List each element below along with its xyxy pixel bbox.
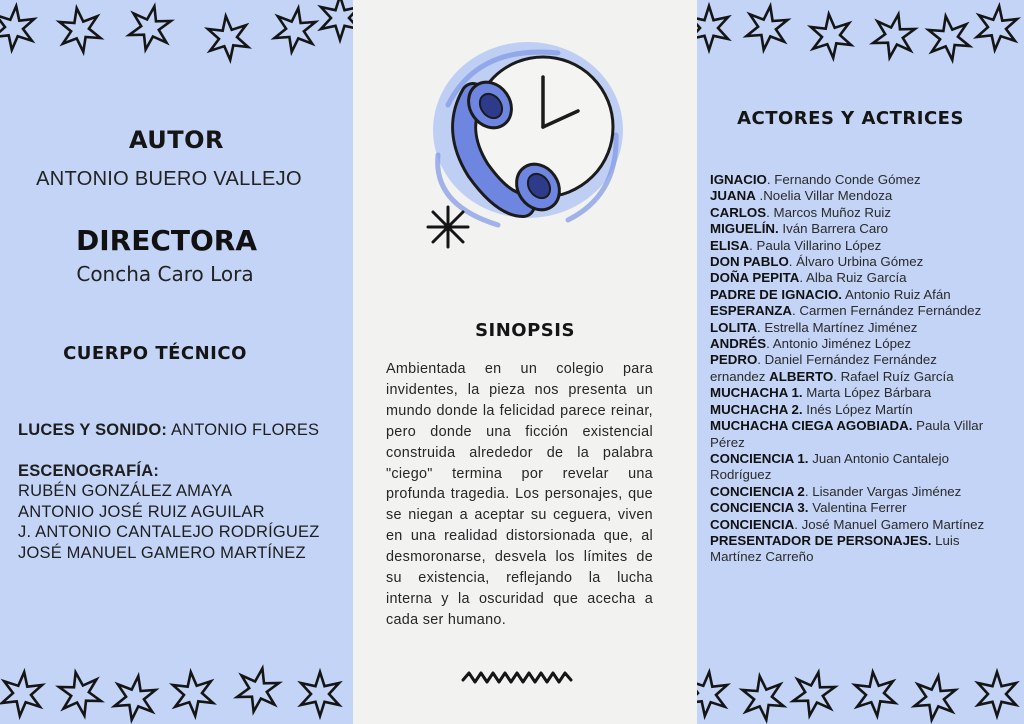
- cast-entry: [710, 320, 988, 336]
- cast-role: MUCHACHA CIEGA AGOBIADA.: [710, 418, 913, 434]
- cast-role: PRESENTADOR DE PERSONAJES.: [710, 532, 932, 548]
- cast-actor: . Antonio Jiménez López: [766, 336, 912, 352]
- lights-value: ANTONIO FLORES: [167, 421, 320, 439]
- cuerpo-tecnico-heading: CUERPO TÉCNICO: [63, 343, 247, 364]
- cast-entry: [710, 188, 988, 204]
- cast-role: PEDRO: [710, 352, 758, 368]
- star-icon: [208, 16, 248, 60]
- cast-entry: [710, 402, 988, 418]
- cast-role: CONCIENCIA 1.: [710, 450, 809, 466]
- star-icon: [0, 6, 34, 50]
- star-icon: [793, 672, 835, 715]
- star-icon: [977, 6, 1017, 50]
- cast-list: [710, 172, 988, 566]
- cast-role: MUCHACHA 1.: [710, 385, 803, 401]
- star-icon: [915, 676, 956, 720]
- cast-entry: [710, 451, 988, 484]
- scenography-member: JOSÉ MANUEL GAMERO MARTÍNEZ: [18, 543, 306, 562]
- cast-role: ESPERANZA: [710, 303, 793, 319]
- cast-actor: Antonio Ruiz Afán: [842, 286, 951, 302]
- lights-line: [18, 420, 348, 441]
- cast-heading: ACTORES Y ACTRICES: [737, 108, 964, 129]
- cast-actor: . Fernando Conde Gómez: [766, 172, 921, 187]
- autor-name: ANTONIO BUERO VALLEJO: [36, 168, 302, 190]
- cast-role: JUANA: [710, 188, 756, 204]
- cast-actor: . Estrella Martínez Jiménez: [757, 319, 918, 335]
- lights-label: LUCES Y SONIDO:: [18, 421, 168, 439]
- cast-role: PADRE DE IGNACIO.: [710, 286, 842, 302]
- star-icon: [747, 6, 788, 50]
- cast-entry: [710, 385, 988, 401]
- star-icon: [855, 672, 895, 716]
- cast-actor: . Marcos Muñoz Ruiz: [766, 204, 892, 220]
- cast-actor: . Álvaro Urbina Gómez: [788, 254, 924, 270]
- star-icon: [115, 676, 156, 720]
- cast-entry: [710, 287, 988, 303]
- cast-actor: Inés López Martín: [802, 401, 913, 417]
- star-icon: [301, 672, 339, 716]
- cast-role: IGNACIO: [710, 172, 767, 187]
- synopsis-heading: SINOPSIS: [475, 320, 575, 341]
- cast-entry: [710, 533, 988, 566]
- directora-heading: DIRECTORA: [75, 224, 258, 257]
- cast-entry: [710, 303, 988, 319]
- cast-entry: [710, 517, 988, 533]
- left-panel: [0, 0, 353, 724]
- right-panel: [697, 0, 1024, 724]
- star-icon: [129, 6, 171, 49]
- cast-role: CONCIENCIA 2: [710, 483, 805, 499]
- cast-actor: . Alba Ruiz García: [799, 270, 907, 286]
- cast-entry: [710, 254, 988, 270]
- directora-name: Concha Caro Lora: [76, 262, 254, 286]
- cast-entry: [710, 221, 988, 237]
- star-icon: [2, 672, 42, 716]
- cast-actor: Juan Antonio Cantalejo Rodríguez: [710, 450, 949, 483]
- cast-role: MIGUELÍN.: [710, 221, 779, 237]
- technical-credits: [18, 420, 348, 563]
- scenography-member: RUBÉN GONZÁLEZ AMAYA: [18, 482, 233, 500]
- star-icon: [697, 672, 727, 716]
- sparkle-icon: [425, 204, 471, 250]
- cast-entry: [710, 205, 988, 221]
- cast-role: MUCHACHA 2.: [710, 401, 803, 417]
- cast-role: CARLOS: [710, 204, 767, 220]
- cast-actor: Paula Villar Pérez: [710, 418, 984, 450]
- cast-role: ernandez: [710, 368, 770, 384]
- cast-entry: [710, 172, 988, 188]
- cast-actor: Iván Barrera Caro: [778, 221, 889, 237]
- star-icon: [811, 14, 851, 58]
- cast-role: CONCIENCIA 3.: [710, 500, 809, 516]
- synopsis-text: Ambientada en un colegio para invidentes, la pieza nos presenta un mundo donde la felicidad parece reinar, pero donde una ficción existencial construida alrededor de la palabra "ciego" termina por revelar una profunda tragedia. Los personajes, que se niegan a aceptar su ceguera, viven en una realidad distorsionada que, al desmoronarse, desvela los límites de su existencia, reflejando la lucha interna y la oscuridad que acecha a cada ser humano.: [386, 361, 653, 628]
- scenography-label: ESCENOGRAFÍA:: [18, 461, 160, 480]
- cast-actor: Luis Martínez Carreño: [710, 532, 960, 565]
- cast-entry: [710, 336, 988, 352]
- cast-actor: . Daniel Fernández Fernández: [757, 352, 937, 368]
- cast-actor: . Paula Villarino López: [749, 237, 882, 253]
- star-icon: [173, 672, 213, 716]
- star-icon: [697, 6, 728, 50]
- star-icon: [321, 0, 353, 40]
- cast-entry: [710, 238, 988, 254]
- cast-role: LOLITA: [710, 319, 758, 335]
- cast-entry: [710, 484, 988, 500]
- star-icon: [237, 668, 279, 711]
- star-icon: [978, 672, 1016, 716]
- scenography-member: J. ANTONIO CANTALEJO RODRÍGUEZ: [18, 523, 320, 541]
- cast-role: ANDRÉS: [710, 336, 767, 352]
- star-icon: [873, 14, 915, 57]
- cast-actor: . Lisander Vargas Jiménez: [804, 483, 962, 499]
- squiggle-icon: [461, 668, 581, 688]
- cast-actor: Valentina Ferrer: [808, 500, 907, 516]
- cast-entry: [710, 352, 988, 368]
- cast-entry: [710, 500, 988, 516]
- cast-actor: . José Manuel Gamero Martínez: [794, 516, 985, 532]
- cast-actor: .Noelia Villar Mendoza: [755, 188, 893, 204]
- middle-panel: [353, 0, 697, 724]
- star-icon: [929, 16, 970, 60]
- scenography-member: ANTONIO JOSÉ RUIZ AGUILAR: [18, 502, 265, 521]
- star-icon: [60, 8, 101, 52]
- cast-role: ELISA: [710, 237, 750, 253]
- star-icon: [59, 672, 101, 715]
- cast-role: DOÑA PEPITA: [710, 270, 800, 286]
- autor-heading: AUTOR: [128, 126, 225, 154]
- star-icon: [275, 8, 316, 52]
- cast-actor: . Rafael Ruíz García: [833, 368, 954, 384]
- cast-entry: [710, 369, 988, 385]
- cast-role: DON PABLO: [710, 254, 789, 270]
- cast-role: ALBERTO: [769, 368, 834, 384]
- cast-entry: [710, 418, 988, 451]
- cast-role: CONCIENCIA: [710, 516, 795, 532]
- cast-actor: . Carmen Fernández Fernández: [792, 303, 982, 319]
- cast-actor: Marta López Bárbara: [802, 385, 932, 401]
- cast-entry: [710, 270, 988, 286]
- star-icon: [743, 676, 784, 720]
